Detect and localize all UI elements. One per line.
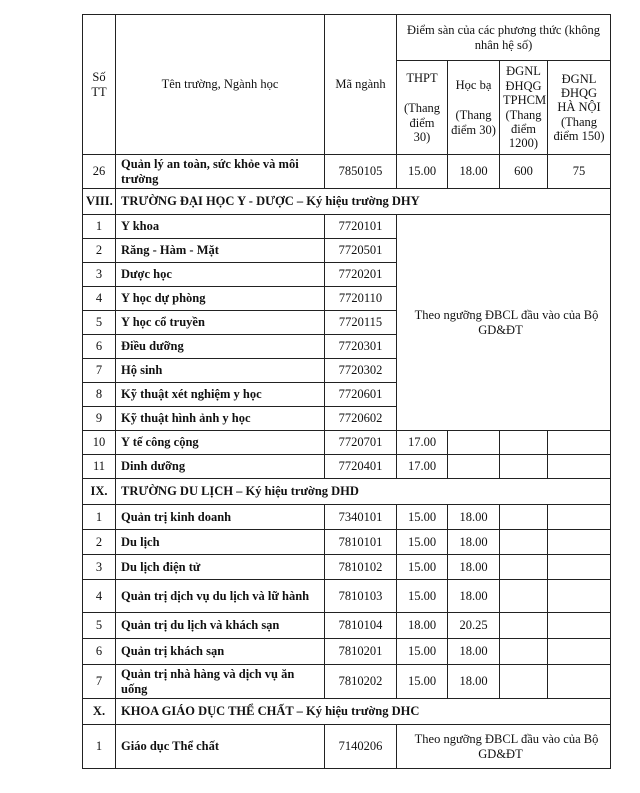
score-dgnl-hcm [500, 431, 548, 455]
score-dgnl-hn [548, 665, 611, 699]
score-thpt: 15.00 [397, 530, 448, 555]
section-row [83, 189, 611, 215]
score-hocba: 18.00 [448, 530, 500, 555]
row-number: 6 [83, 335, 116, 359]
major-name: Dinh dưỡng [116, 455, 325, 479]
score-hocba: 18.00 [448, 505, 500, 530]
major-code: 7810104 [325, 613, 397, 639]
method-scale: (Thang điểm 30) [403, 101, 441, 144]
score-dgnl-hcm [500, 639, 548, 665]
section-row [83, 479, 611, 505]
major-code: 7720602 [325, 407, 397, 431]
row-number: 7 [83, 359, 116, 383]
score-dgnl-hn [548, 431, 611, 455]
major-name: Hộ sinh [116, 359, 325, 383]
method-name: ĐGNL ĐHQG TPHCM [503, 64, 547, 108]
major-code: 7720302 [325, 359, 397, 383]
major-code: 7340101 [325, 505, 397, 530]
row-number: 26 [83, 155, 116, 189]
score-dgnl-hn [548, 455, 611, 479]
threshold-note-text: Theo ngưỡng ĐBCL đầu vào của Bộ GD&ĐT [414, 732, 599, 761]
major-code: 7720115 [325, 311, 397, 335]
score-thpt: 18.00 [397, 613, 448, 639]
major-name: Giáo dục Thể chất [116, 725, 325, 769]
row-number: 1 [83, 725, 116, 769]
score-hocba [448, 431, 500, 455]
score-dgnl-hn [548, 505, 611, 530]
score-hocba: 18.00 [448, 665, 500, 699]
major-code: 7720401 [325, 455, 397, 479]
major-code: 7720201 [325, 263, 397, 287]
score-thpt: 15.00 [397, 639, 448, 665]
table-row [83, 530, 611, 555]
row-number: 3 [83, 263, 116, 287]
admission-score-table [82, 14, 611, 769]
score-dgnl-hcm [500, 665, 548, 699]
section-number: X. [83, 699, 116, 725]
section-title: KHOA GIÁO DỤC THỂ CHẤT – Ký hiệu trường DHC [116, 699, 611, 725]
method-scale: (Thang điểm 150) [553, 114, 605, 144]
method-name: THPT [406, 70, 438, 85]
score-dgnl-hcm [500, 555, 548, 580]
major-code: 7810201 [325, 639, 397, 665]
row-number: 3 [83, 555, 116, 580]
threshold-note [397, 725, 611, 769]
major-name: Y khoa [116, 215, 325, 239]
score-dgnl-hcm [500, 613, 548, 639]
row-number: 2 [83, 239, 116, 263]
table-row [83, 580, 611, 613]
score-hocba [448, 455, 500, 479]
score-dgnl-hn [548, 555, 611, 580]
document-page [82, 14, 611, 769]
major-name: Du lịch [116, 530, 325, 555]
row-number: 4 [83, 287, 116, 311]
major-name: Quản trị nhà hàng và dịch vụ ăn uống [116, 665, 325, 699]
major-name: Kỹ thuật hình ảnh y học [116, 407, 325, 431]
score-hocba: 18.00 [448, 555, 500, 580]
table-row [83, 215, 611, 239]
row-number: 10 [83, 431, 116, 455]
major-code: 7810101 [325, 530, 397, 555]
major-code: 7720110 [325, 287, 397, 311]
major-code: 7720701 [325, 431, 397, 455]
row-number: 8 [83, 383, 116, 407]
score-dgnl-hn [548, 613, 611, 639]
header-method-group: Điểm sàn của các phương thức (không nhân hệ số) [397, 15, 611, 61]
major-name: Dược học [116, 263, 325, 287]
score-thpt: 17.00 [397, 431, 448, 455]
header-method-thpt [397, 61, 448, 155]
table-row [83, 613, 611, 639]
major-name: Điều dưỡng [116, 335, 325, 359]
major-name: Y học cổ truyền [116, 311, 325, 335]
score-dgnl-hcm [500, 530, 548, 555]
method-scale: (Thang điểm 1200) [505, 107, 542, 151]
score-dgnl-hn [548, 530, 611, 555]
section-number: VIII. [83, 189, 116, 215]
score-thpt: 15.00 [397, 555, 448, 580]
major-code: 7810103 [325, 580, 397, 613]
threshold-note [397, 215, 611, 431]
header-stt: Số TT [83, 15, 116, 155]
score-dgnl-hcm [500, 505, 548, 530]
major-name: Răng - Hàm - Mặt [116, 239, 325, 263]
row-number: 1 [83, 215, 116, 239]
table-row [83, 431, 611, 455]
row-number: 7 [83, 665, 116, 699]
major-name: Quản trị du lịch và khách sạn [116, 613, 325, 639]
major-code: 7140206 [325, 725, 397, 769]
major-name: Quản trị khách sạn [116, 639, 325, 665]
score-thpt: 15.00 [397, 580, 448, 613]
major-code: 7720101 [325, 215, 397, 239]
score-dgnl-hn: 75 [548, 155, 611, 189]
row-number: 11 [83, 455, 116, 479]
header-method-dgnl-hcm [500, 61, 548, 155]
row-number: 2 [83, 530, 116, 555]
table-row [83, 555, 611, 580]
score-dgnl-hn [548, 639, 611, 665]
section-number: IX. [83, 479, 116, 505]
row-number: 6 [83, 639, 116, 665]
score-dgnl-hn [548, 580, 611, 613]
score-thpt: 15.00 [397, 505, 448, 530]
score-hocba: 20.25 [448, 613, 500, 639]
major-code: 7720501 [325, 239, 397, 263]
section-title: TRƯỜNG ĐẠI HỌC Y - DƯỢC – Ký hiệu trường DHY [116, 189, 611, 215]
major-code: 7720301 [325, 335, 397, 359]
method-scale: (Thang điểm 30) [451, 108, 496, 137]
major-code: 7850105 [325, 155, 397, 189]
score-dgnl-hcm [500, 455, 548, 479]
section-row [83, 699, 611, 725]
score-dgnl-hcm [500, 580, 548, 613]
header-school-major: Tên trường, Ngành học [116, 15, 325, 155]
major-name: Quản trị kinh doanh [116, 505, 325, 530]
major-name: Quản trị dịch vụ du lịch và lữ hành [116, 580, 325, 613]
major-name: Du lịch điện tử [116, 555, 325, 580]
score-hocba: 18.00 [448, 639, 500, 665]
table-row [83, 665, 611, 699]
table-row [83, 505, 611, 530]
table-row [83, 455, 611, 479]
major-name: Quản lý an toàn, sức khỏe và môi trường [116, 155, 325, 189]
row-number: 9 [83, 407, 116, 431]
score-hocba: 18.00 [448, 155, 500, 189]
major-name: Y học dự phòng [116, 287, 325, 311]
score-thpt: 15.00 [397, 155, 448, 189]
table-row [83, 725, 611, 769]
header-method-hocba [448, 61, 500, 155]
major-name: Kỹ thuật xét nghiệm y học [116, 383, 325, 407]
major-code: 7810102 [325, 555, 397, 580]
major-code: 7810202 [325, 665, 397, 699]
table-row [83, 639, 611, 665]
method-name: Học bạ [455, 77, 492, 92]
table-row [83, 155, 611, 189]
major-name: Y tế công cộng [116, 431, 325, 455]
row-number: 5 [83, 311, 116, 335]
score-thpt: 17.00 [397, 455, 448, 479]
score-thpt: 15.00 [397, 665, 448, 699]
row-number: 5 [83, 613, 116, 639]
score-dgnl-hcm: 600 [500, 155, 548, 189]
row-number: 1 [83, 505, 116, 530]
major-code: 7720601 [325, 383, 397, 407]
score-hocba: 18.00 [448, 580, 500, 613]
row-number: 4 [83, 580, 116, 613]
header-method-dgnl-hn [548, 61, 611, 155]
header-code: Mã ngành [325, 15, 397, 155]
method-name: ĐGNL ĐHQG HÀ NỘI [557, 71, 601, 115]
section-title: TRƯỜNG DU LỊCH – Ký hiệu trường DHD [116, 479, 611, 505]
threshold-note-text: Theo ngưỡng ĐBCL đầu vào của Bộ GD&ĐT [414, 308, 599, 337]
